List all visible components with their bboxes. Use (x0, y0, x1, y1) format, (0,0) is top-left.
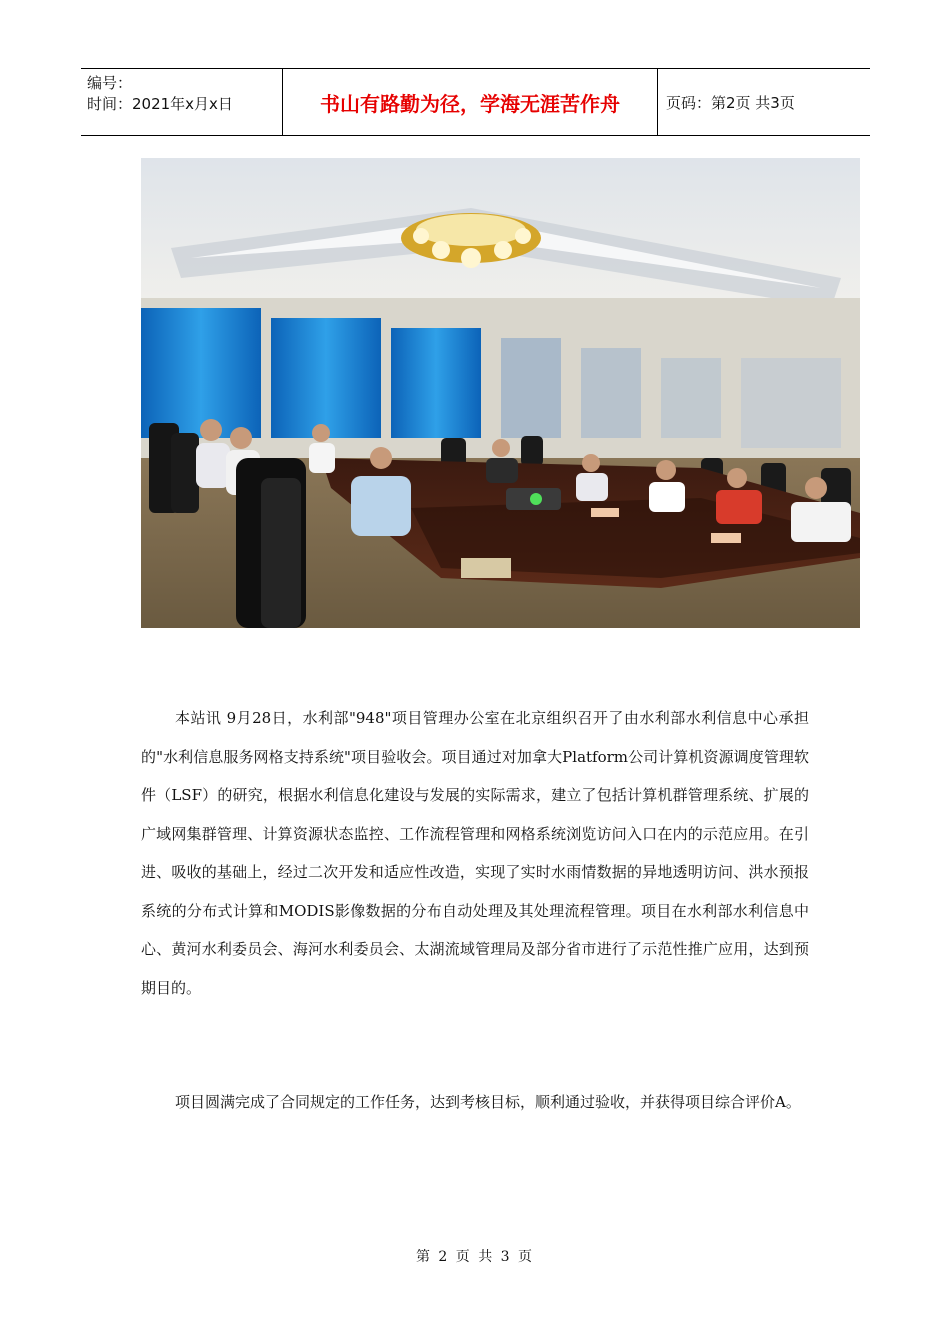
header-meta (81, 69, 282, 135)
header-motto: 书山有路勤为径，学海无涯苦作舟 (282, 69, 658, 135)
header-time-label: 时间：2021年x月x日 (87, 95, 233, 113)
page-header (81, 68, 870, 136)
article-body (141, 699, 809, 1122)
article-paragraph: 项目圆满完成了合同规定的工作任务，达到考核目标，顺利通过验收，并获得项目综合评价A。 (175, 1093, 801, 1111)
article-paragraph: 本站讯 9月28日，水利部"948"项目管理办公室在北京组织召开了由水利部水利信息中心承担的"水利信息服务网格支持系统"项目验收会。项目通过对加拿大Platform公司计算机资源调度管理软件（LSF）的研究，根据水利信息化建设与发展的实际需求，建立了包括计算机群管理系统、扩展的广域网集群管理、计算资源状态监控、工作流程管理和网格系统浏览访问入口在内的示范应用。在引进、吸收的基础上，经过二次开发和适应性改造，实现了实时水雨情数据的异地透明访问、洪水预报系统的分布式计算和MODIS影像数据的分布自动处理及其处理流程管理。项目在水利部水利信息中心、黄河水利委员会、海河水利委员会、太湖流域管理局及部分省市进行了示范性推广应用，达到预期目的。 (141, 709, 809, 997)
meeting-room-photo (141, 158, 860, 628)
header-page-info: 页码：第2页 共3页 (666, 93, 795, 112)
header-number-label: 编号： (87, 74, 133, 92)
page-footer: 第 2 页 共 3 页 (415, 1249, 535, 1265)
